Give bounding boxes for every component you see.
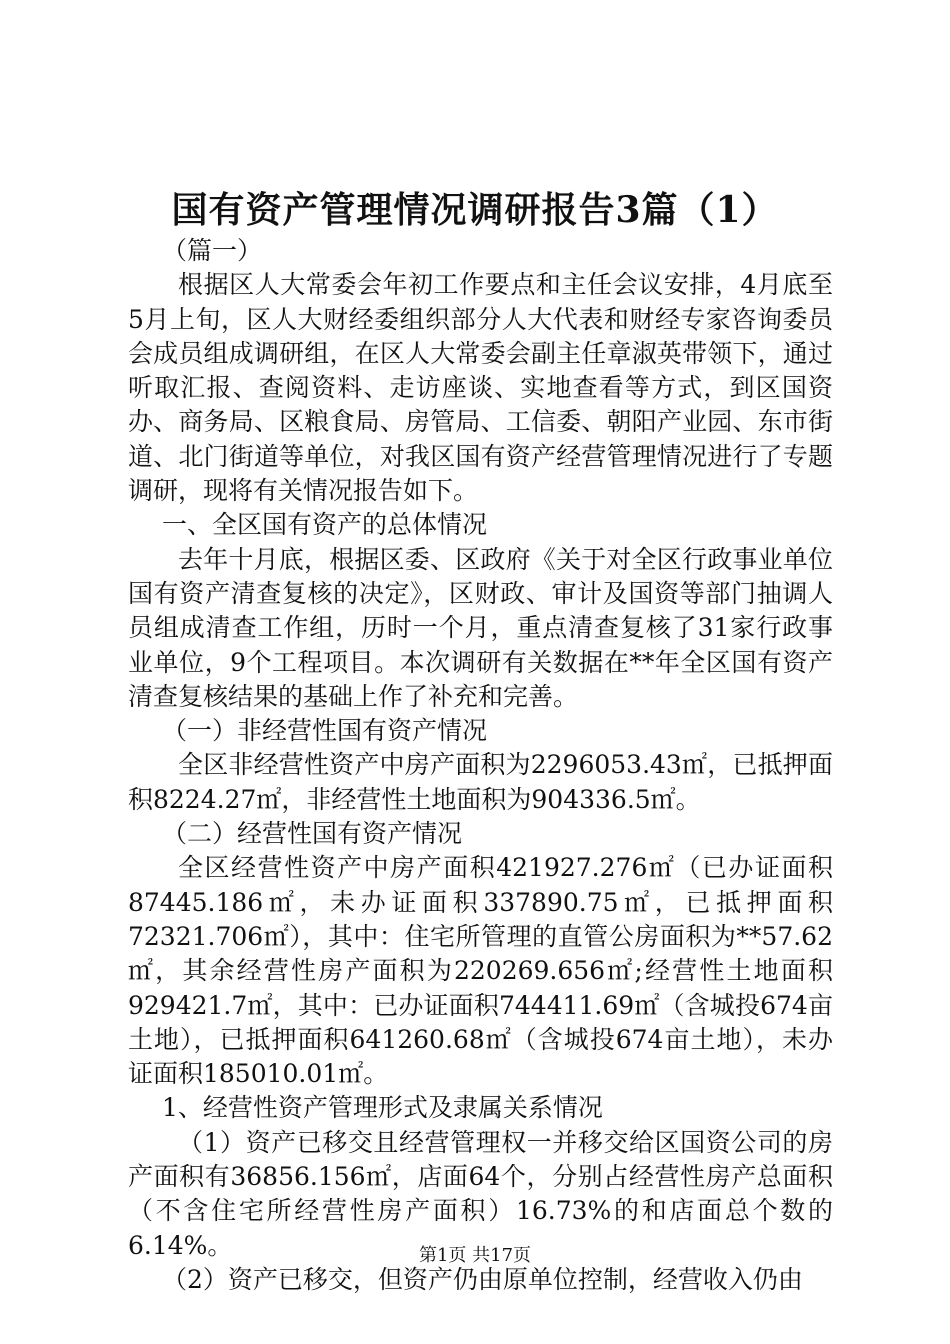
subsection-heading: 1、经营性资产管理形式及隶属关系情况 xyxy=(162,1093,603,1123)
document-body xyxy=(128,234,833,1297)
section-label: （篇一） xyxy=(162,236,263,265)
body-paragraph: 全区非经营性资产中房产面积为2296053.43㎡，已抵押面积8224.27㎡，非经营性土地面积为904336.5㎡。 xyxy=(128,750,833,814)
body-paragraph: 去年十月底，根据区委、区政府《关于对全区行政事业单位国有资产清查复核的决定》，区财政、审计及国资等部门抽调人员组成清查工作组，历时一个月，重点清查复核了31家行政事业单位，9个工程项目。本次调研有关数据在**年全区国有资产清查复核结果的基础上作了补充和完善。 xyxy=(128,544,833,711)
subsection-heading: （二）经营性国有资产情况 xyxy=(162,819,463,849)
page-number-footer: 第1页 共17页 xyxy=(418,1245,532,1266)
body-paragraph: （2）资产已移交，但资产仍由原单位控制，经营收入仍由 xyxy=(162,1264,803,1294)
subsection-heading: （一）非经营性国有资产情况 xyxy=(162,716,488,746)
body-paragraph: 根据区人大常委会年初工作要点和主任会议安排，4月底至5月上旬，区人大财经委组织部分人大代表和财经专家咨询委员会成员组成调研组，在区人大常委会副主任章淑英带领下，通过听取汇报、查阅资料、走访座谈、实地查看等方式，到区国资办、商务局、区粮食局、房管局、工信委、朝阳产业园、东市街道、北门街道等单位，对我区国有资产经营管理情况进行了专题调研，现将有关情况报告如下。 xyxy=(128,270,833,506)
body-paragraph: （1）资产已移交且经营管理权一并移交给区国资公司的房产面积有36856.156㎡，店面64个，分别占经营性房产总面积（不含住宅所经营性房产面积）16.73%的和店面总个数的6.14%。 xyxy=(128,1127,833,1260)
document-title: 国有资产管理情况调研报告3篇（1） xyxy=(171,189,779,231)
section-heading: 一、全区国有资产的总体情况 xyxy=(162,510,488,540)
body-paragraph: 全区经营性资产中房产面积421927.276㎡（已办证面积87445.186㎡，未办证面积337890.75㎡，已抵押面积72321.706㎡），其中：住宅所管理的直管公房面积为**57.62㎡，其余经营性房产面积为220269.656㎡;经营性土地面积929421.7㎡，其中：已办证面积744411.69㎡（含城投674亩土地），已抵押面积641260.68㎡（含城投674亩土地），未办证面积185010.01㎡。 xyxy=(128,853,833,1089)
